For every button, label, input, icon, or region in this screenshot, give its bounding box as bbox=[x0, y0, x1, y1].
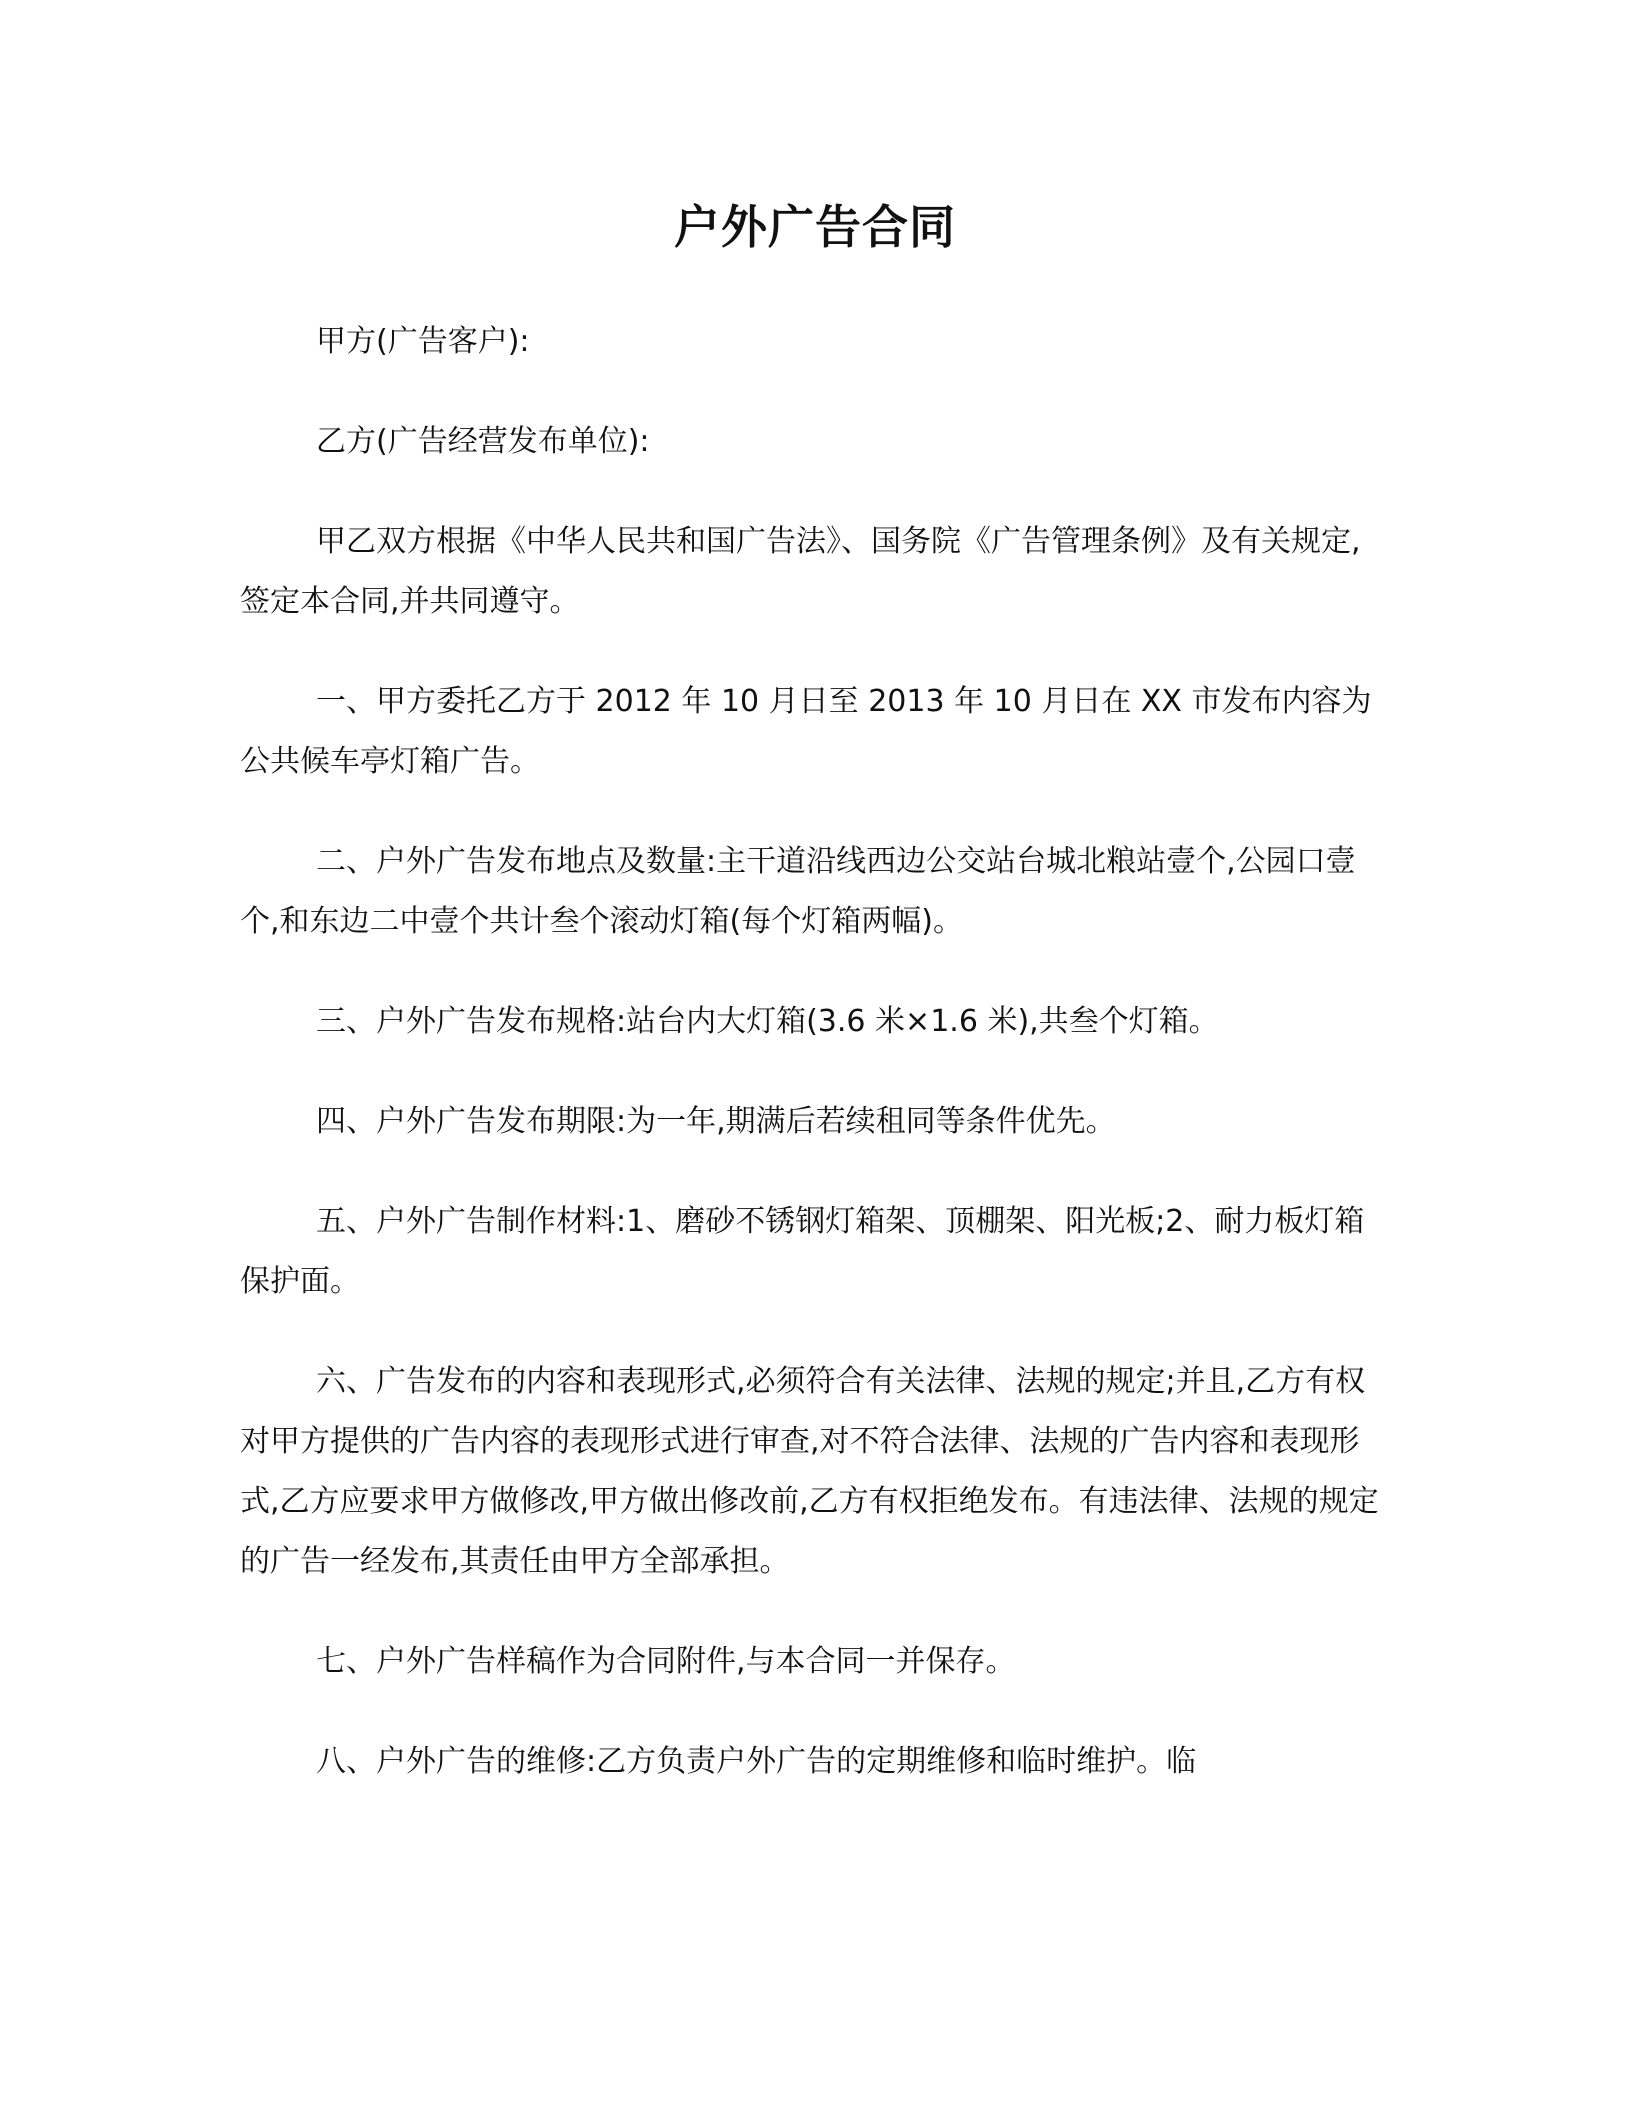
document-title: 户外广告合同 bbox=[674, 200, 956, 254]
clause-5: 五、户外广告制作材料:1、磨砂不锈钢灯箱架、顶棚架、阳光板;2、耐力板灯箱保护面。 bbox=[240, 1204, 1365, 1299]
party-b-label: 乙方(广告经营发布单位): bbox=[316, 424, 650, 459]
preamble-paragraph: 甲乙双方根据《中华人民共和国广告法》、国务院《广告管理条例》及有关规定,签定本合同,并共同遵守。 bbox=[240, 524, 1361, 619]
party-a-label: 甲方(广告客户): bbox=[316, 324, 530, 359]
clause-4: 四、户外广告发布期限:为一年,期满后若续租同等条件优先。 bbox=[316, 1104, 1116, 1139]
clause-1: 一、甲方委托乙方于 2012 年 10 月日至 2013 年 10 月日在 XX 市发布内容为公共候车亭灯箱广告。 bbox=[240, 684, 1372, 779]
clause-7: 七、户外广告样稿作为合同附件,与本合同一并保存。 bbox=[316, 1644, 1016, 1679]
clause-3: 三、户外广告发布规格:站台内大灯箱(3.6 米×1.6 米),共叁个灯箱。 bbox=[316, 1004, 1219, 1039]
document-page bbox=[240, 0, 1390, 2112]
clause-2: 二、户外广告发布地点及数量:主干道沿线西边公交站台城北粮站壹个,公园口壹个,和东边二中壹个共计叁个滚动灯箱(每个灯箱两幅)。 bbox=[240, 844, 1356, 939]
clause-8: 八、户外广告的维修:乙方负责户外广告的定期维修和临时维护。临 bbox=[316, 1744, 1197, 1779]
clause-6: 六、广告发布的内容和表现形式,必须符合有关法律、法规的规定;并且,乙方有权对甲方提供的广告内容的表现形式进行审查,对不符合法律、法规的广告内容和表现形式,乙方应要求甲方做修改,甲方做出修改前,乙方有权拒绝发布。有违法律、法规的规定的广告一经发布,其责任由甲方全部承担。 bbox=[240, 1364, 1379, 1579]
